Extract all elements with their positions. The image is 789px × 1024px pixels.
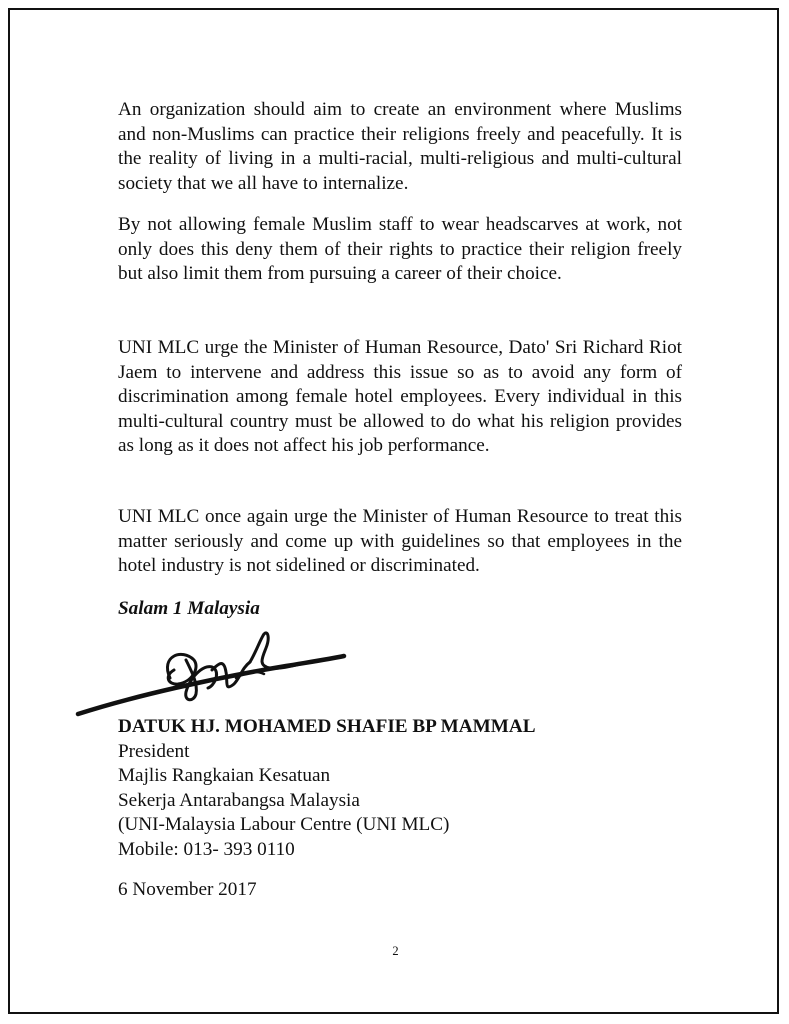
closing-salutation: Salam 1 Malaysia <box>118 598 260 619</box>
organization-line-1: Majlis Rangkaian Kesatuan <box>118 765 331 787</box>
signature-block <box>118 715 536 863</box>
paragraph-2: By not allowing female Muslim staff to wear headscarves at work, not only does this deny them of their rights to practice their religion freely but also limit them from pursuing a career of their choice. <box>118 214 682 285</box>
mobile-number: Mobile: 013- 393 0110 <box>118 838 295 860</box>
page-number: 2 <box>392 944 399 958</box>
organization-line-2: Sekerja Antarabangsa Malaysia <box>118 789 360 811</box>
signatory-title: President <box>118 740 190 762</box>
organization-line-3: (UNI-Malaysia Labour Centre (UNI MLC) <box>118 814 450 836</box>
paragraph-4: UNI MLC once again urge the Minister of Human Resource to treat this matter seriously and come up with guidelines so that employees in the hotel industry is not sidelined or discriminated. <box>118 506 682 577</box>
letter-page <box>8 8 779 1014</box>
letter-date: 6 November 2017 <box>118 879 257 900</box>
handwritten-signature <box>74 622 350 718</box>
paragraph-1: An organization should aim to create an environment where Muslims and non-Muslims can practice their religions freely and peacefully. It is the reality of living in a multi-racial, multi-religious and multi-cultural society that we all have to internalize. <box>118 99 682 194</box>
signatory-name: DATUK HJ. MOHAMED SHAFIE BP MAMMAL <box>118 716 536 737</box>
paragraph-3: UNI MLC urge the Minister of Human Resource, Dato' Sri Richard Riot Jaem to intervene and address this issue so as to avoid any form of discrimination among female hotel employees. Every individual in this multi-cultural country must be allowed to do what his religion provides as long as it does not affect his job performance. <box>118 337 682 457</box>
